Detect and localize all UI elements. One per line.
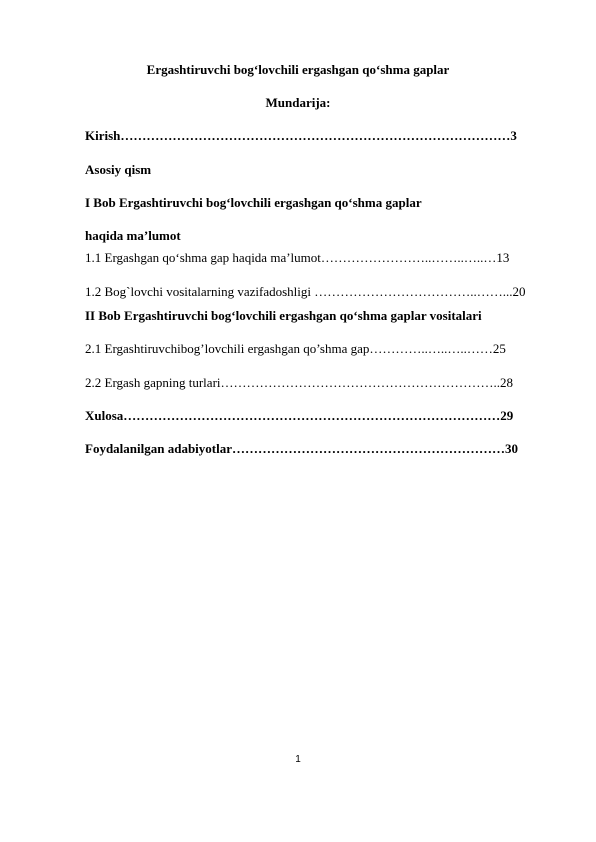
toc-entry-2-2: 2.2 Ergash gapning turlari………………………………………………………..28 <box>85 375 514 390</box>
page-number: 1 <box>295 754 301 765</box>
toc-entry-chapter-1: I Bob Ergashtiruvchi bog‘lovchili ergashgan qo‘shma gaplar <box>85 195 422 210</box>
toc-entry-2-1: 2.1 Ergashtiruvchibog’lovchili ergashgan qo’shma gap…………..…..…..……25 <box>85 341 506 356</box>
toc-entry-references: Foydalanilgan adabiyotlar………………………………………………………30 <box>85 441 518 456</box>
toc-entry-chapter-1-cont: haqida ma’lumot <box>85 228 181 243</box>
toc-entry-1-2: 1.2 Bog`lovchi vositalarning vazifadoshligi ………………………………..……...20 <box>85 284 526 299</box>
contents-heading: Mundarija: <box>265 95 331 110</box>
toc-entry-main-part: Asosiy qism <box>85 162 152 177</box>
toc-entry-conclusion: Xulosa……………………………………………………………………………29 <box>85 408 514 423</box>
toc-entry-1-1: 1.1 Ergashgan qo‘shma gap haqida ma’lumot……………………..……..…..…13 <box>85 250 510 265</box>
document-title: Ergashtiruvchi bog‘lovchili ergashgan qo‘shma gaplar <box>146 62 450 77</box>
toc-entry-introduction: Kirish………………………………………………………………………………3 <box>85 128 517 143</box>
toc-entry-chapter-2: II Bob Ergashtiruvchi bog‘lovchili ergashgan qo‘shma gaplar vositalari <box>85 308 482 323</box>
